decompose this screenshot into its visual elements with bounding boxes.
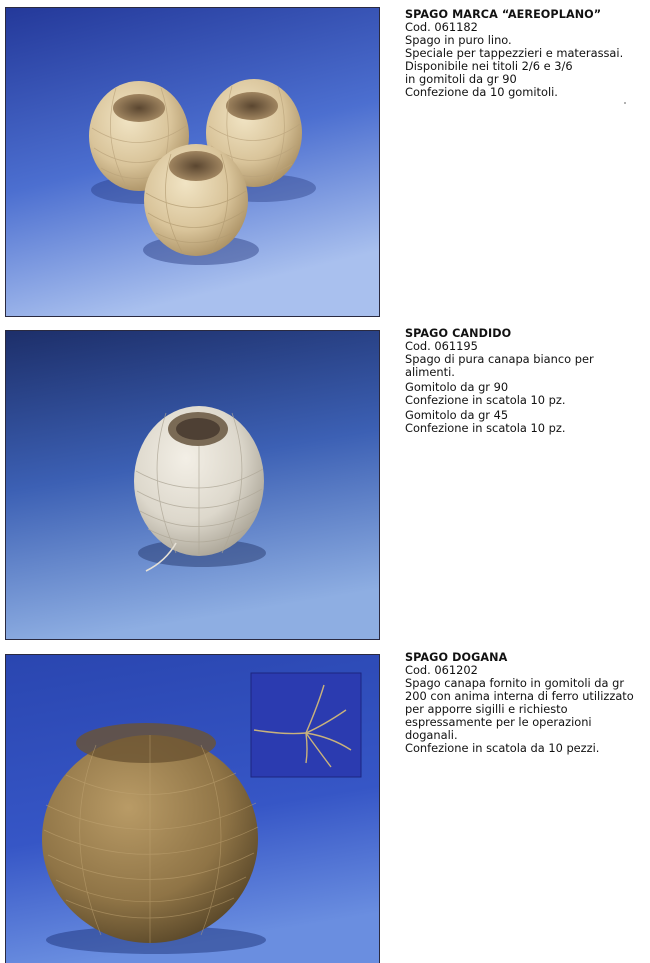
print-speck (624, 102, 626, 104)
product-material: Spago di pura canapa bianco per alimenti. (405, 352, 594, 379)
product-package-45: Confezione in scatola 10 pz. (405, 421, 566, 435)
product-title: SPAGO MARCA “AEREOPLANO” (405, 8, 602, 21)
white-twine-ball-image (6, 331, 379, 639)
product-description-aereoplano (405, 8, 645, 99)
product-package: Confezione da 10 gomitoli. (405, 85, 558, 99)
product-title: SPAGO DOGANA (405, 651, 508, 664)
product-title: SPAGO CANDIDO (405, 327, 512, 340)
product-material: Spago in puro lino. (405, 33, 512, 47)
product-weight: in gomitoli da gr 90 (405, 72, 517, 86)
product-description-candido (405, 327, 645, 435)
product-code: Cod. 061182 (405, 20, 478, 34)
product-description-text: Spago canapa fornito in gomitoli da gr 200 con anima interna di ferro utilizzato per apporre sigilli e richiesto espressamente per le operazioni doganali. (405, 676, 634, 742)
product-variant-45: Gomitolo da gr 45 (405, 408, 509, 422)
product-variant-90: Gomitolo da gr 90 (405, 380, 509, 394)
product-photo-aereoplano (5, 7, 380, 317)
product-sizes: Disponibile nei titoli 2/6 e 3/6 (405, 59, 573, 73)
product-code: Cod. 061202 (405, 663, 478, 677)
product-usage: Speciale per tappezzieri e materassai. (405, 46, 624, 60)
product-description-dogana (405, 651, 645, 755)
product-package-90: Confezione in scatola 10 pz. (405, 393, 566, 407)
hemp-twine-ball-image (6, 655, 379, 963)
twine-balls-image (6, 8, 379, 316)
product-package: Confezione in scatola da 10 pezzi. (405, 741, 600, 755)
product-photo-dogana (5, 654, 380, 963)
product-code: Cod. 061195 (405, 339, 478, 353)
product-photo-candido (5, 330, 380, 640)
